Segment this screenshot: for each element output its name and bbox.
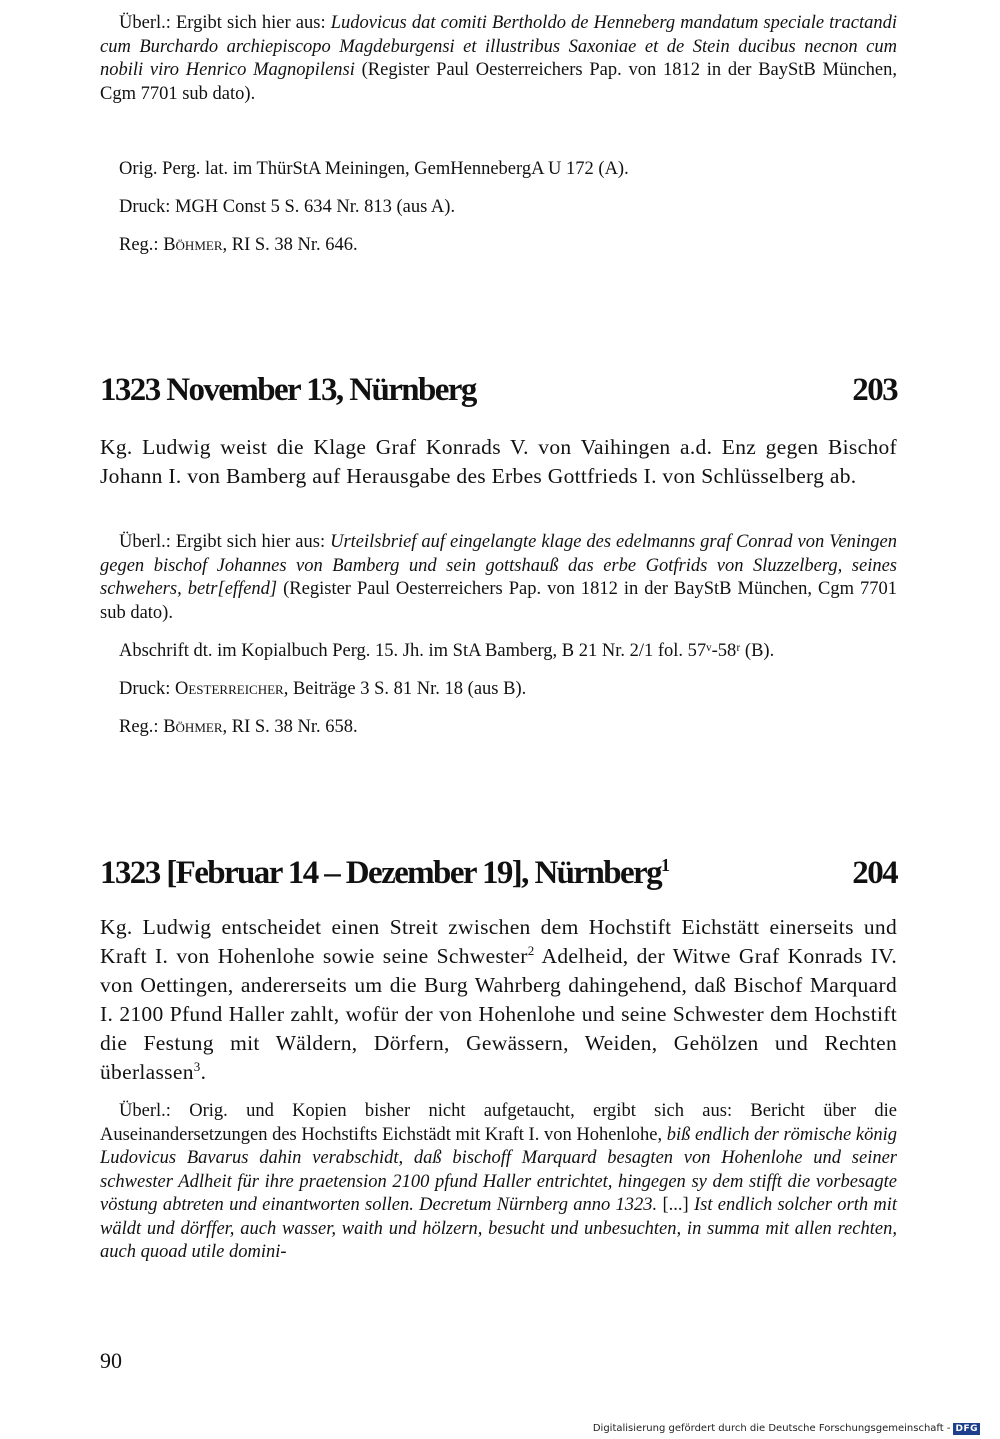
page-number: 90 [100,1348,122,1373]
transmission-quote: Urteilsbrief auf eingelangte klage des edelmanns graf Conrad von Veningen gegen bischof Johannes von Bamberg und sein gottshauß das erbe Gotfrids von Sluzzelberg, seines schwehers, betr[effend] [100,532,898,599]
author-name: Böhmer [163,717,223,737]
transmission-quote: Ludovicus dat comiti Bertholdo de Henneberg mandatum speciale tractandi cum Burchardo archiepiscopo Magdeburgensi et illustribus Saxoniae et de Stein ducibus necnon cum nobili viro Henrico Magnopilensi [100,13,898,80]
print-note: Druck: Oesterreicher, Beiträge 3 S. 81 Nr. 18 (aus B). [119,679,527,699]
footnote-marker: 1 [660,855,670,875]
footnote-marker: 2 [527,942,535,958]
footnote-marker: 3 [193,1058,201,1074]
dfg-logo: DFG [955,1424,978,1434]
copy-note: Abschrift dt. im Kopialbuch Perg. 15. Jh. im StA Bamberg, B 21 Nr. 2/1 fol. 57ᵛ-58ʳ (B). [119,641,775,661]
original-note: Orig. Perg. lat. im ThürStA Meiningen, GemHennebergA U 172 (A). [119,159,629,179]
entry-date-place: 1323 November 13, Nürnberg [100,372,476,408]
transmission-note-204: Überl.: Orig. und Kopien bisher nicht aufgetaucht, ergibt sich aus: Bericht über die Auseinandersetzungen des Hochstifts Eichstädt mit Kraft I. von Hohenlohe, biß endlich der römische könig Ludovicus Bavarus dahin verabschidt, daß bischoff Marquard besagten von Hohenlohe und seiner schwester Adlheit für ihre praetension 2100 pfund Haller entrichtet, hingegen sy dem stifft die vorbesagte vöstung abtreten und einantworten sollen. Decretum Nürnberg anno 1323. [...] Ist endlich solcher orth mit wäldt und dörffer, auch wasser, waith und hölzern, besucht und unbesuchten, in summa mit allen rechten, auch quoad utile domini- [100,1101,898,1262]
entry-number: 203 [852,372,897,408]
entry-date-place: 1323 [Februar 14 – Dezember 19], Nürnberg [100,855,661,891]
entry-summary-203: Kg. Ludwig weist die Klage Graf Konrads V. von Vaihingen a.d. Enz gegen Bischof Johann I. von Bamberg auf Herausgabe des Erbes Gottfrieds I. von Schlüsselberg ab. [100,435,897,488]
entry-heading-204 [100,853,897,893]
transmission-quote: biß endlich der römische könig Ludovicus Bavarus dahin verabschidt, daß bischoff Marquard besagten von Hohenlohe und seiner schwester Adlheit für ihre praetension 2100 pfund Haller entrichtet, hingegen sy dem stifft die vorbesagte vöstung abtreten und einantworten sollen. Decretum Nürnberg anno 1323. [100,1124,897,1215]
author-name: Böhmer [163,235,223,255]
footer-credit: Digitalisierung gefördert durch die Deutsche Forschungsgemeinschaft - DFG [592,1423,978,1434]
entry-summary-204: Kg. Ludwig entscheidet einen Streit zwischen dem Hochstift Eichstätt einerseits und Kraft I. von Hohenlohe sowie seine Schwester$^2$ Adelheid, der Witwe Graf Konrads IV. von Oettingen, andererseits um die Burg Wahrberg dahingehend, daß Bischof Marquard I. 2100 Pfund Haller zahlt, wofür der von Hohenlohe und seine Schwester dem Hochstift die Festung mit Wäldern, Dörfern, Gewässern, Weiden, Gehölzen und Rechten überlassen$^3$. [100,915,897,1084]
transmission-note-203: Überl.: Ergibt sich hier aus: Urteilsbrief auf eingelangte klage des edelmanns graf Conrad von Veningen gegen bischof Johannes von Bamberg und sein gottshauß das erbe Gotfrids von Sluzzelberg, seines schwehers, betr[effend] (Register Paul Oesterreichers Pap. von 1812 in der BayStB München, Cgm 7701 sub dato). [100,532,898,623]
author-name: Oesterreicher [175,679,284,699]
regest-note: Reg.: Böhmer, RI S. 38 Nr. 646. [119,235,358,255]
transmission-quote: Ist endlich solcher orth mit wäldt und dörffer, auch wasser, waith und hölzern, besucht und unbesuchten, in summa mit allen rechten, auch quoad utile domini- [100,1195,898,1262]
entry-number: 204 [852,855,897,891]
entry-heading-203 [100,370,897,410]
regest-note: Reg.: Böhmer, RI S. 38 Nr. 658. [119,717,358,737]
print-note: Druck: MGH Const 5 S. 634 Nr. 813 (aus A). [119,197,456,217]
transmission-note-top: Überl.: Ergibt sich hier aus: Ludovicus dat comiti Bertholdo de Henneberg mandatum speciale tractandi cum Burchardo archiepiscopo Magdeburgensi et illustribus Saxoniae et de Stein ducibus necnon cum nobili viro Henrico Magnopilensi (Register Paul Oesterreichers Pap. von 1812 in der BayStB München, Cgm 7701 sub dato). [100,13,898,104]
